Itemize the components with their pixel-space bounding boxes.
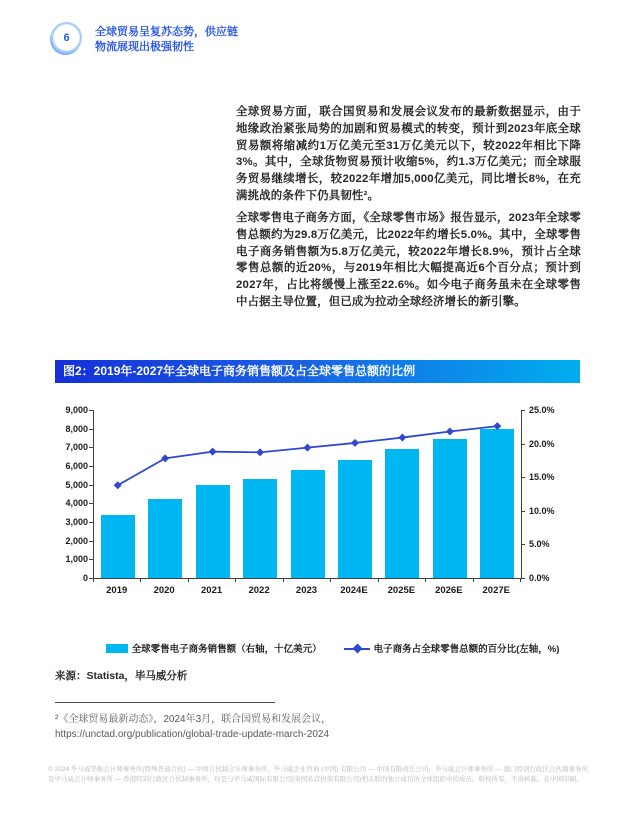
left-axis-tick-label: 5,000 xyxy=(65,479,88,490)
chart-plot xyxy=(93,410,522,579)
legend-line-label: 电子商务占全球零售总额的百分比(左轴，%) xyxy=(373,644,560,655)
left-axis-tick-label: 2,000 xyxy=(65,535,88,546)
left-axis-tick-label: 1,000 xyxy=(65,554,88,565)
left-axis-tickmark xyxy=(89,559,93,560)
right-axis-tick-label: 5.0% xyxy=(529,539,550,550)
figure-title-text: 图2：2019年-2027年全球电子商务销售额及占全球零售总额的比例 xyxy=(63,364,416,378)
line-marker-2022 xyxy=(256,448,264,456)
line-series-swatch xyxy=(344,644,370,653)
x-axis-label-2026E: 2026E xyxy=(435,585,463,596)
bar-series-swatch xyxy=(106,644,128,653)
right-axis-tickmark xyxy=(521,444,525,445)
right-axis-tick-label: 25.0% xyxy=(529,405,555,415)
x-axis-tickmark xyxy=(140,578,141,582)
footnote-url[interactable]: https://unctad.org/publication/global-trade-update-march-2024 xyxy=(55,729,330,740)
right-axis-tick-label: 0.0% xyxy=(529,573,550,583)
left-axis-tick-label: 3,000 xyxy=(65,517,88,527)
left-axis-tickmark xyxy=(89,429,93,430)
x-axis-tickmark xyxy=(378,578,379,582)
line-marker-2027E xyxy=(493,422,501,430)
paragraph-ecommerce: 全球零售电子商务方面，《全球零售市场》报告显示，2023年全球零售总额约为29.8万亿美元，比2022年约增长5.0%。其中，全球零售电子商务销售额为5.8万亿美元，较2022年增长8.9%，预计占全球零售总额的近20%，与2019年相比大幅提高近6个百分点；预计到2027年，占比将缓慢上涨至22.6%。如今电子商务虽未在全球零售中占据主导位置，但已成为拉动全球经济增长的新引擎。 xyxy=(236,212,581,308)
line-marker-2019 xyxy=(114,481,122,489)
x-axis-label-2024E: 2024E xyxy=(340,585,368,596)
source-note: 来源：Statista，毕马威分析 xyxy=(55,670,188,682)
legal-footer: © 2024 毕马威华振会计师事务所(特殊普通合伙) — 中国合伙制会计师事务所，毕马威企业咨询 (中国) 有限公司 — 中国有限责任公司，毕马威会计师事务所 — 澳门特别行政区合伙制事务所，及毕马威会计师事务所 — 香港特别行政区合伙制事务所，均是与毕马威国际有限公司(英国私营担保有限公司)相关联的独立成员所全球组织中的成员。版权所有，不得转载。在中国印刷。 xyxy=(48,766,595,783)
legend-bar-series xyxy=(106,641,322,655)
section-title-line1: 全球贸易呈复苏态势，供应链 xyxy=(95,26,238,38)
diamond-marker-icon xyxy=(352,644,362,654)
figure-title-bar xyxy=(55,360,580,383)
x-axis-tickmark xyxy=(188,578,189,582)
left-axis-tickmark xyxy=(89,447,93,448)
left-axis-tick-label: 9,000 xyxy=(65,405,88,415)
left-axis-tick-label: 8,000 xyxy=(65,423,88,434)
left-axis-tickmark xyxy=(89,541,93,542)
page-number-badge xyxy=(51,22,82,53)
legend-bar-label: 全球零售电子商务销售额（右轴，十亿美元） xyxy=(131,644,322,655)
x-axis-label-2022: 2022 xyxy=(248,585,270,596)
left-axis-tickmark xyxy=(89,522,93,523)
right-axis-tickmark xyxy=(521,410,525,411)
line-marker-2024E xyxy=(351,439,359,447)
x-axis-label-2020: 2020 xyxy=(153,585,175,596)
left-axis-tickmark xyxy=(89,485,93,486)
right-axis-tickmark xyxy=(521,578,525,579)
left-axis-tickmark xyxy=(89,503,93,504)
x-axis-tickmark xyxy=(93,578,94,582)
ecommerce-chart xyxy=(55,402,580,617)
chart-legend xyxy=(55,641,580,655)
section-title-line2: 物流展现出极强韧性 xyxy=(95,41,194,53)
right-axis-tick-label: 10.0% xyxy=(529,505,555,516)
left-axis-tickmark xyxy=(89,466,93,467)
x-axis-label-2021: 2021 xyxy=(201,585,223,596)
x-axis-tickmark xyxy=(235,578,236,582)
percentage-line-layer xyxy=(94,410,521,578)
x-axis-label-2027E: 2027E xyxy=(482,585,510,596)
left-axis-tick-label: 4,000 xyxy=(65,498,88,509)
x-axis-tickmark xyxy=(473,578,474,582)
left-axis-tick-label: 0 xyxy=(82,573,88,583)
footnote-reference: ²《全球贸易最新动态》，2024年3月，联合国贸易和发展会议， xyxy=(55,714,332,725)
x-axis-tickmark xyxy=(425,578,426,582)
right-axis-tick-label: 15.0% xyxy=(529,472,555,483)
x-axis-tickmark xyxy=(283,578,284,582)
footnote-divider xyxy=(55,702,275,703)
x-axis-label-2025E: 2025E xyxy=(387,585,416,596)
x-axis-tickmark xyxy=(520,578,521,582)
line-marker-2026E xyxy=(446,428,454,436)
line-marker-2020 xyxy=(161,454,169,462)
line-marker-2023 xyxy=(304,444,312,452)
page-number: 6 xyxy=(63,31,70,44)
left-axis-tick-label: 7,000 xyxy=(65,442,88,453)
line-marker-2025E xyxy=(398,434,406,442)
left-axis-tickmark xyxy=(89,410,93,411)
right-axis-tick-label: 20.0% xyxy=(529,438,555,449)
x-axis-label-2019: 2019 xyxy=(106,585,128,596)
right-axis-tickmark xyxy=(521,511,525,512)
footnote xyxy=(55,712,485,742)
right-axis-tickmark xyxy=(521,544,525,545)
left-axis-tick-label: 6,000 xyxy=(65,461,88,471)
paragraph-global-trade: 全球贸易方面，联合国贸易和发展会议发布的最新数据显示，由于地缘政治紧张局势的加剧和贸易模式的转变，预计到2023年底全球贸易额将缩减约1万亿美元至31万亿美元以下，较2022年相比下降3%。其中，全球货物贸易预计收缩5%，约1.3万亿美元；而全球服务贸易继续增长，较2022年增加5,000亿美元，同比增长8%，在充满挑战的条件下仍具韧性²。 xyxy=(236,106,581,202)
x-axis-label-2023: 2023 xyxy=(295,585,318,596)
section-title xyxy=(95,25,238,55)
line-marker-2021 xyxy=(209,448,217,456)
x-axis-tickmark xyxy=(330,578,331,582)
legend-line-series xyxy=(344,641,560,655)
right-axis-tickmark xyxy=(521,477,525,478)
